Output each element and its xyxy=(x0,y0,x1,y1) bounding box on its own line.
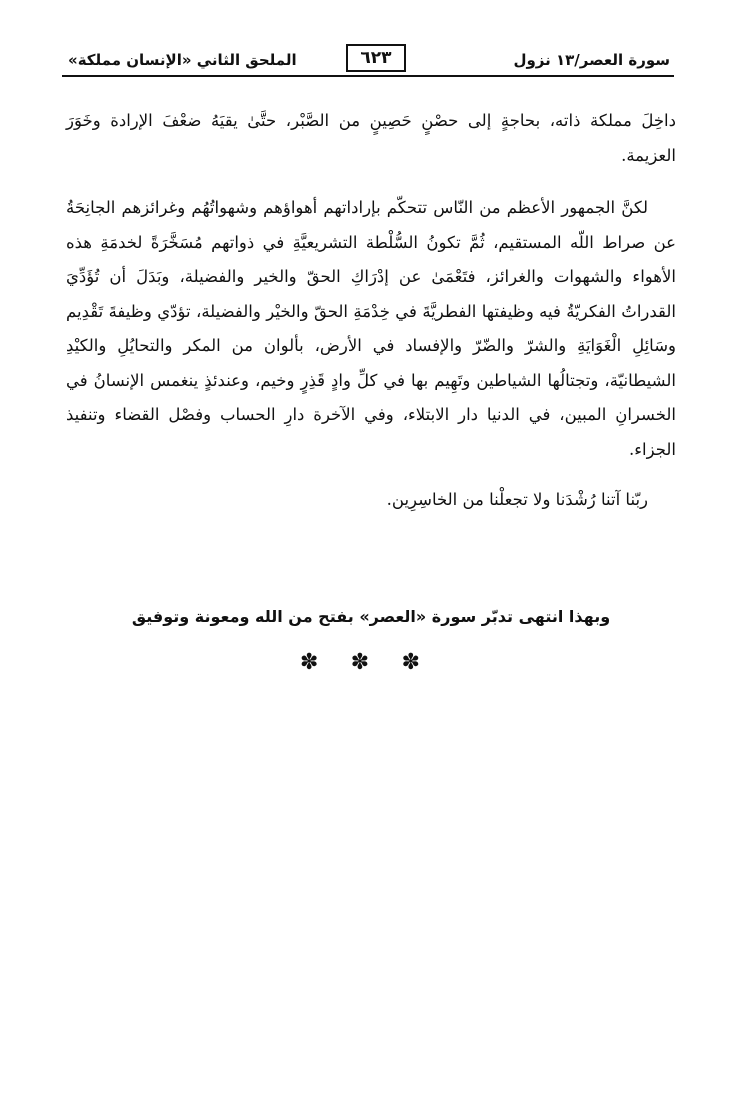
running-header xyxy=(62,44,674,80)
ornament-row xyxy=(300,648,420,678)
closing-line: وبهذا انتهى تدبّر سورة «العصر» بفتح من الله ومعونة وتوفيق xyxy=(131,607,611,626)
header-rule xyxy=(62,75,674,77)
paragraph-continuation: داخِلَ مملكة ذاته، بحاجةٍ إلى حصْنٍ حَصِينٍ من الصَّبْر، حتَّىٰ يقيَهُ ضعْفَ الإرادة وخَوَرَ العزيمة. xyxy=(66,111,676,165)
body-text xyxy=(66,104,676,530)
paragraph-main: لكنَّ الجمهور الأعظم من النّاس تتحكّم بإراداتهم أهواؤهم وشهواتُهُم وغرائزهم الجانِحَةُ عن صراط اللّه المستقيم، ثُمَّ تكونُ السُّلْطة التشريعيَّةِ في ذواتهم مُسَخَّرَةً لخدمَةِ هذه الأهواء والشهوات والغرائز، فتَعْمَىٰ عن إدْرَاكِ الحقّ والخير والفضيلة، وبَدَلَ أن تُؤَدِّيَ القدراتُ الفكريّةُ فيه وظيفتها الفطريَّةَ في خِدْمَةِ الحقّ والخيْر والفضيلة، تؤدّي وظيفةَ تَقْدِيم وسَائِلِ الْغَوَايَةِ والشرّ والضّرّ والإفساد في الأرض، بألوان من المكر والتحايُلِ والكيْدِ الشيطانيّة، وتجتالُها الشياطين وتَهِيم بها في كلِّ وادٍ قَذِرٍ وخيم، وعندئذٍ ينغمس الإنسانُ في الخسرانِ المبين، في الدنيا دار الابتلاء، وفي الآخرة دارِ الحساب وفصْل القضاء وتنفيذ الجزاء. xyxy=(66,198,676,459)
appendix-title: الملحق الثاني «الإنسان مملكة» xyxy=(68,51,297,69)
flower-ornament-icon: ✽ xyxy=(401,650,420,675)
flower-ornament-icon: ✽ xyxy=(350,650,370,675)
paragraph-prayer: ربّنا آتنا رُشْدَنا ولا تجعلْنا من الخاسِرِين. xyxy=(386,490,648,509)
flower-ornament-icon: ✽ xyxy=(300,650,319,675)
page-number: ٦٢٣ xyxy=(346,44,406,72)
chapter-title: سورة العصر/١٣ نزول xyxy=(513,51,670,69)
